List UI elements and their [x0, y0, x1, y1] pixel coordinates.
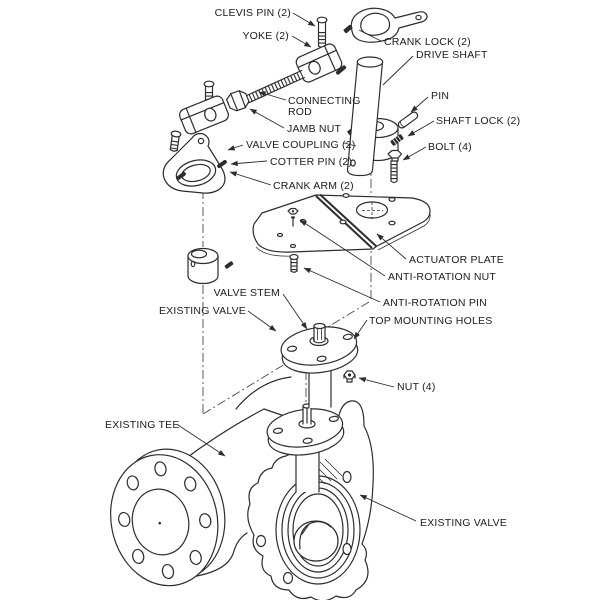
pin-part — [397, 111, 419, 130]
nut-part — [344, 371, 355, 382]
drive-shaft-leader — [383, 56, 413, 85]
shaft-lock-leader — [408, 121, 434, 136]
valve-stem-part — [314, 324, 325, 329]
anti-rotation-nut-label: ANTI-ROTATION NUT — [388, 271, 497, 283]
top-mounting-hole — [343, 334, 353, 340]
valve-coupling-leader-left — [228, 145, 243, 150]
top-mounting-holes-leader — [354, 320, 367, 339]
jamb-nut-part — [225, 88, 250, 113]
yoke-leader — [292, 36, 311, 47]
connecting-rod-label-2: ROD — [288, 106, 312, 118]
upper-valve-assembly — [279, 322, 361, 408]
set-screw-part — [224, 261, 234, 269]
yoke-label: YOKE (2) — [242, 30, 289, 42]
existing-valve-lower-label: EXISTING VALVE — [420, 517, 508, 529]
crank-arm-label: CRANK ARM (2) — [273, 180, 354, 192]
anti-rotation-pin-label: ANTI-ROTATION PIN — [383, 297, 487, 309]
connecting-rod-label-1: CONNECTING — [288, 95, 361, 107]
shaft-lock-label: SHAFT LOCK (2) — [436, 115, 521, 127]
jamb-nut-label: JAMB NUT — [287, 123, 342, 135]
top-mounting-holes-label: TOP MOUNTING HOLES — [369, 315, 493, 327]
existing-tee-label: EXISTING TEE — [105, 419, 180, 431]
top-mounting-hole — [317, 356, 327, 362]
clevis-pin-left2-part — [169, 131, 181, 152]
pin-label: PIN — [431, 90, 450, 102]
bolt-label: BOLT (4) — [428, 141, 472, 153]
jamb-nut-leader — [250, 109, 284, 128]
clevis-pin-label: CLEVIS PIN (2) — [214, 7, 291, 19]
valve-stem-label: VALVE STEM — [213, 287, 280, 299]
cotter-pin-leader — [231, 161, 267, 164]
anti-rotation-pin-leader — [304, 268, 380, 302]
actuator-plate-label: ACTUATOR PLATE — [409, 254, 504, 266]
bolt-part — [388, 151, 402, 183]
crank-arm-leader — [230, 172, 271, 185]
actuator-plate-part — [253, 194, 430, 256]
drive-shaft-label: DRIVE SHAFT — [416, 49, 488, 61]
top-mounting-hole — [287, 346, 297, 352]
crank-lock-label: CRANK LOCK (2) — [384, 36, 471, 48]
existing-valve-upper-label: EXISTING VALVE — [158, 305, 246, 317]
valve-coupling-left-part — [188, 249, 218, 284]
valve-coupling-label: VALVE COUPLING (2) — [246, 139, 356, 151]
nut-leader — [359, 378, 394, 387]
clevis-pin-part — [317, 17, 327, 47]
anti-rotation-pin-part — [290, 255, 298, 273]
existing-valve-upper-leader — [248, 311, 276, 331]
bolt-leader — [403, 147, 426, 160]
nut-label: NUT (4) — [397, 381, 436, 393]
cotter-pin-label: COTTER PIN (2) — [270, 156, 353, 168]
valve-stem-leader — [283, 294, 307, 329]
pin-leader — [411, 97, 428, 112]
yoke-left-part — [178, 94, 230, 135]
clevis-pin-leader — [293, 13, 315, 26]
